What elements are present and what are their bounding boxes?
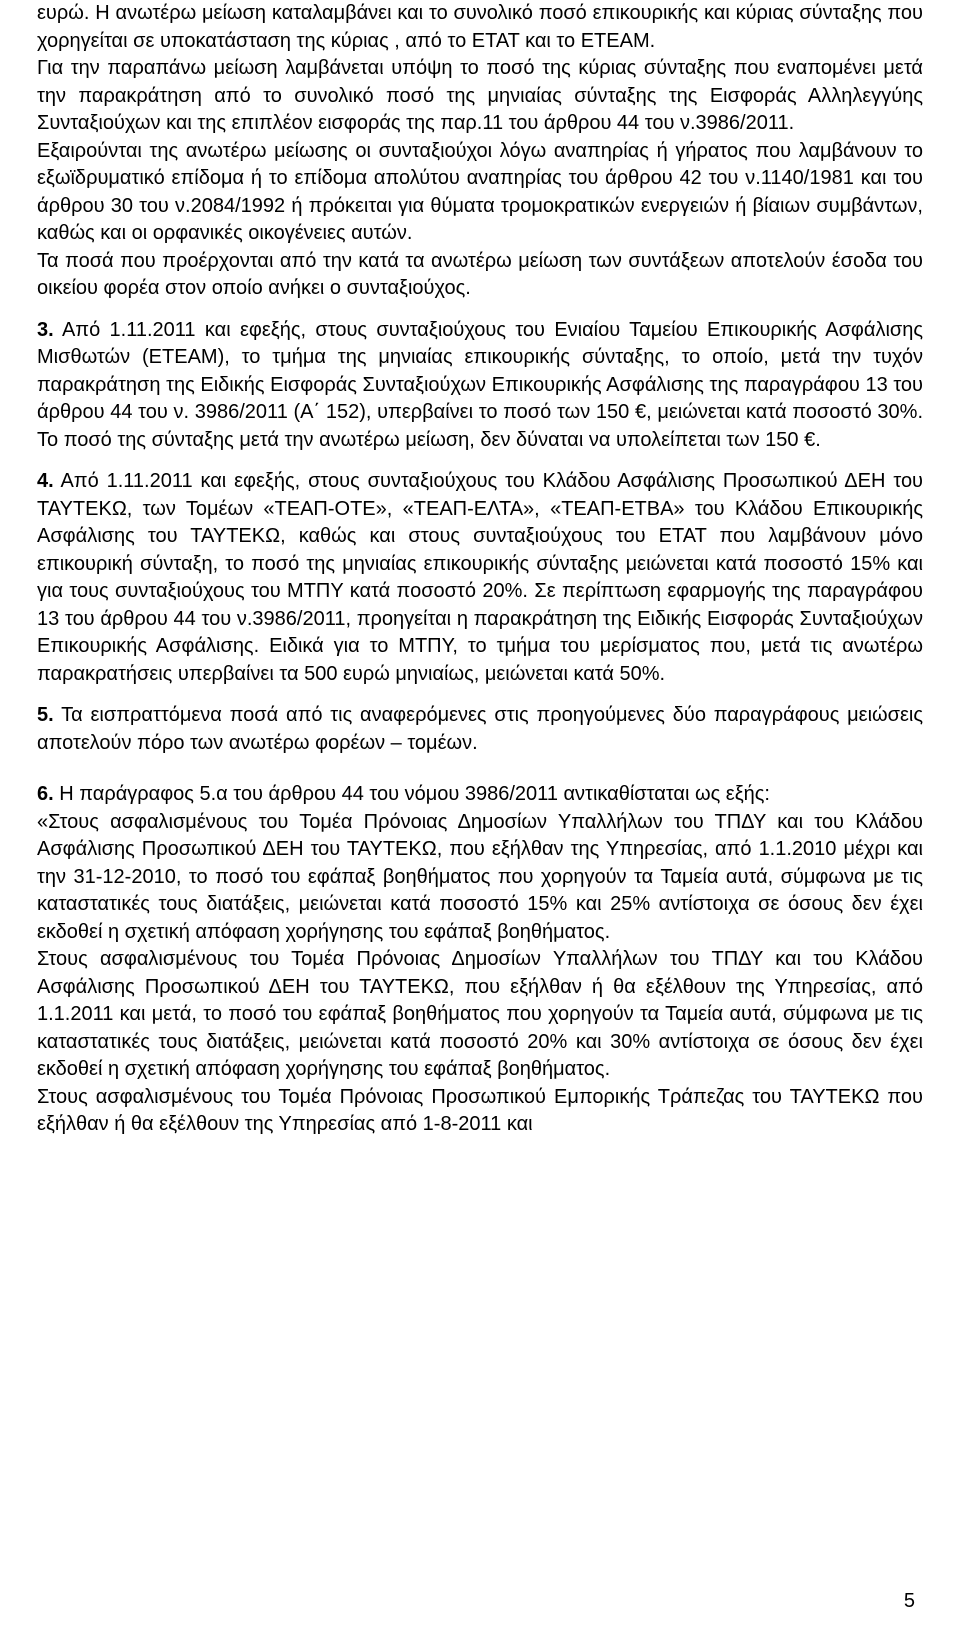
section-6-text: Η παράγραφος 5.α του άρθρου 44 του νόμου 3986/2011 αντικαθίσταται ως εξής: [59, 783, 770, 805]
section-4-number: 4. [37, 470, 54, 492]
section-6-quote-2: Στους ασφαλισμένους του Τομέα Πρόνοιας Δημοσίων Υπαλλήλων του ΤΠΔΥ και του Κλάδου Ασφάλισης Προσωπικού ΔΕΗ του ΤΑΥΤΕΚΩ, που εξήλθαν ή θα εξέλθουν της Υπηρεσίας, από 1.1.2011 και μετά, το ποσό του εφάπαξ βοηθήματος που χορηγούν τα Ταμεία αυτά, σύμφωνα με τις καταστατικές τους διατάξεις, μειώνεται κατά ποσοστό 20% και 30% αντίστοιχα σε όσους δεν έχει εκδοθεί η σχετική απόφαση χορήγησης του εφάπαξ βοηθήματος. [37, 948, 923, 1080]
section-5-text: Τα εισπραττόμενα ποσά από τις αναφερόμενες στις προηγούμενες δύο παραγράφους μειώσεις αποτελούν πόρο των ανωτέρω φορέων – τομέων. [37, 704, 923, 754]
intro-paragraph-2: Για την παραπάνω μείωση λαμβάνεται υπόψη το ποσό της κύριας σύνταξης που εναπομένει μετά την παρακράτηση από το συνολικό ποσό της μηνιαίας σύνταξης της Εισφοράς Αλληλεγγύης Συνταξιούχων και της επιπλέον εισφοράς της παρ.11 του άρθρου 44 του ν.3986/2011. [37, 57, 923, 134]
section-3-text: Από 1.11.2011 και εφεξής, στους συνταξιούχους του Ενιαίου Ταμείου Επικουρικής Ασφάλισης Μισθωτών (ΕΤΕΑΜ), το τμήμα της μηνιαίας επικουρικής σύνταξης, το οποίο, μετά την τυχόν παρακράτηση της Ειδικής Εισφοράς Συνταξιούχων Επικουρικής Ασφάλισης της παραγράφου 13 του άρθρου 44 του ν. 3986/2011 (Α΄ 152), υπερβαίνει το ποσό των 150 €, μειώνεται κατά ποσοστό 30%. Το ποσό της σύνταξης μετά την ανωτέρω μείωση, δεν δύναται να υπολείπεται των 150 €. [37, 318, 924, 451]
document-page [37, 0, 923, 1139]
section-6-quote-3: Στους ασφαλισμένους του Τομέα Πρόνοιας Προσωπικού Εμπορικής Τράπεζας του ΤΑΥΤΕΚΩ που εξήλθαν ή θα εξέλθουν της Υπηρεσίας από 1-8-2011 και [37, 1085, 923, 1135]
intro-paragraph-3: Εξαιρούνται της ανωτέρω μείωσης οι συνταξιούχοι λόγω αναπηρίας ή γήρατος που λαμβάνουν το εξωϊδρυματικό επίδομα ή το επίδομα απολύτου αναπηρίας του άρθρου 42 του ν.1140/1981 και του άρθρου 30 του ν.2084/1992 ή πρόκειται για θύματα τρομοκρατικών ενεργειών ή βίαιων συμβάντων, καθώς και οι ορφανικές οικογένειες αυτών. [37, 139, 923, 244]
section-5 [37, 702, 923, 757]
intro-paragraph-4: Τα ποσά που προέρχονται από την κατά τα ανωτέρω μείωση των συντάξεων αποτελούν έσοδα του οικείου φορέα στον οποίο ανήκει ο συνταξιούχος. [37, 249, 923, 299]
section-4 [37, 468, 923, 688]
intro-paragraph-1: ευρώ. Η ανωτέρω μείωση καταλαμβάνει και το συνολικό ποσό επικουρικής και κύριας σύνταξης που χορηγείται σε υποκατάσταση της κύριας , από το ΕΤΑΤ και το ΕΤΕΑΜ. [37, 2, 923, 52]
section-6-quote-1: «Στους ασφαλισμένους του Τομέα Πρόνοιας Δημοσίων Υπαλλήλων του ΤΠΔΥ και του Κλάδου Ασφάλισης Προσωπικού ΔΕΗ του ΤΑΥΤΕΚΩ, που εξήλθαν της Υπηρεσίας, από 1.1.2010 μέχρι και την 31-12-2010, το ποσό του εφάπαξ βοηθήματος που χορηγούν τα Ταμεία αυτά, σύμφωνα με τις καταστατικές τους διατάξεις, μειώνεται κατά ποσοστό 15% και 25% αντίστοιχα σε όσους δεν έχει εκδοθεί η σχετική απόφαση χορήγησης του εφάπαξ βοηθήματος. [37, 810, 923, 943]
section-5-number: 5. [37, 704, 54, 726]
section-4-text: Από 1.11.2011 και εφεξής, στους συνταξιούχους του Κλάδου Ασφάλισης Προσωπικού ΔΕΗ του ΤΑΥΤΕΚΩ, των Τομέων «ΤΕΑΠ-ΟΤΕ», «ΤΕΑΠ-ΕΛΤΑ», «ΤΕΑΠ-ΕΤΒΑ» του Κλάδου Επικουρικής Ασφάλισης του ΤΑΥΤΕΚΩ, καθώς και στους συνταξιούχους του ΕΤΑΤ που λαμβάνουν μόνο επικουρική σύνταξη, το ποσό της μηνιαίας επικουρικής σύνταξης μειώνεται κατά ποσοστό 15% και για τους συνταξιούχους του ΜΤΠΥ κατά ποσοστό 20%. Σε περίπτωση εφαρμογής της παραγράφου 13 του άρθρου 44 του ν.3986/2011, προηγείται η παρακράτηση της Ειδικής Εισφοράς Συνταξιούχων Επικουρικής Ασφάλισης. Ειδικά για το ΜΤΠΥ, το τμήμα του μερίσματος που, μετά τις ανωτέρω παρακρατήσεις υπερβαίνει τα 500 ευρώ μηνιαίως, μειώνεται κατά 50%. [37, 470, 923, 685]
section-3 [37, 317, 923, 455]
page-number: 5 [903, 1590, 915, 1612]
section-6-number: 6. [37, 783, 54, 805]
section-6 [37, 781, 923, 809]
section-3-number: 3. [37, 318, 54, 341]
